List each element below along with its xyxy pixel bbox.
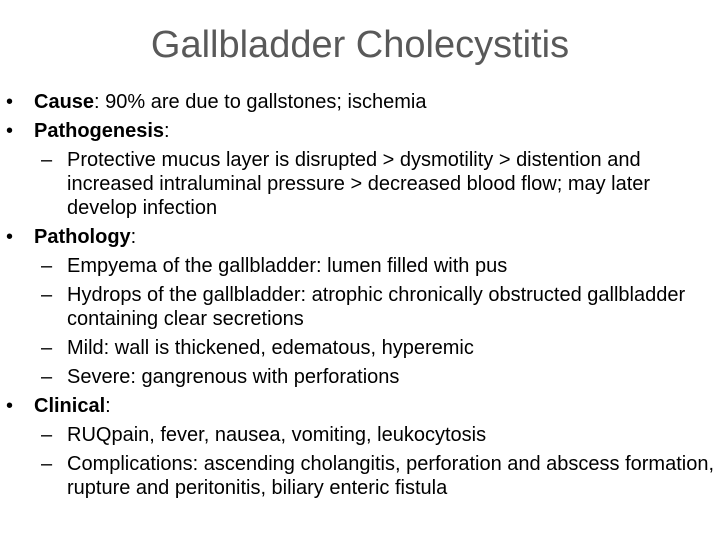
sub-item-text: Protective mucus layer is disrupted > dysmotility > distention and increased intraluminal pressure > decreased blood flow; may later develop infection [67,149,651,219]
bullet-pathology [0,225,720,389]
sub-item [0,452,720,500]
sub-item [0,336,720,360]
sub-item [0,423,720,447]
sub-list [34,423,720,500]
bullet-icon: • [6,226,14,248]
sep: : [94,91,106,113]
sep: : [105,395,111,417]
dash-icon: – [41,284,53,306]
dash-icon: – [41,453,53,475]
cause-text: 90% are due to gallstones; ischemia [105,91,427,113]
bullet-icon: • [6,120,14,142]
bullet-clinical [0,394,720,500]
term-pathology: Pathology [34,226,131,248]
sub-item-text: RUQpain, fever, nausea, vomiting, leukocytosis [67,424,487,446]
sub-item-text: Mild: wall is thickened, edematous, hyperemic [67,337,474,359]
term-pathogenesis: Pathogenesis [34,120,165,142]
dash-icon: – [41,337,53,359]
dash-icon: – [41,149,53,171]
bullet-pathogenesis [0,119,720,220]
sub-item [0,254,720,278]
sep: : [130,226,137,248]
sub-list [34,148,720,220]
sep: : [164,120,170,142]
sub-item-text: Severe: gangrenous with perforations [67,366,400,388]
sub-item-text: Hydrops of the gallbladder: atrophic chronically obstructed gallbladder containing clear secretions [67,284,686,330]
sub-item [0,283,720,331]
bullet-cause [0,90,720,114]
dash-icon: – [41,424,53,446]
bullet-icon: • [6,395,14,417]
bullet-icon: • [6,91,14,113]
slide-body [0,90,720,505]
sub-item-text: Complications: ascending cholangitis, perforation and abscess formation, rupture and peritonitis, biliary enteric fistula [67,453,715,499]
dash-icon: – [41,255,53,277]
sub-item [0,365,720,389]
term-clinical: Clinical [34,395,106,417]
sub-item [0,148,720,220]
sub-item-text: Empyema of the gallbladder: lumen filled with pus [67,255,508,277]
term-cause: Cause [34,91,95,113]
sub-list [34,254,720,389]
slide-title: Gallbladder Cholecystitis [150,24,570,66]
dash-icon: – [41,366,53,388]
